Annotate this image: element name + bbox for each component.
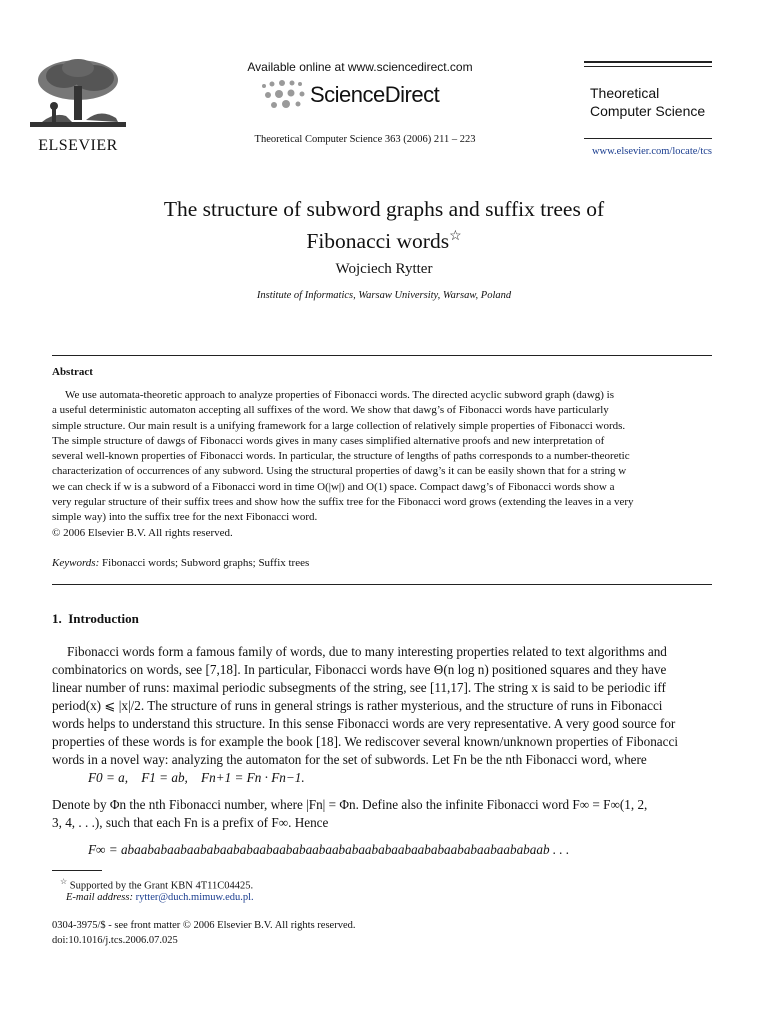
abstract-line: The simple structure of dawgs of Fibonacci words gives in many cases simplified alternative proofs and new interpretation of bbox=[52, 434, 605, 447]
author-affiliation: Institute of Informatics, Warsaw University, Warsaw, Poland bbox=[256, 290, 512, 301]
abstract-line: several well-known properties of Fibonacci words. In particular, the structure of lengths of paths corresponds to a number-theoretic bbox=[52, 450, 630, 463]
journal-bottom-rule bbox=[584, 138, 712, 139]
footnote-support-text: Supported by the Grant KBN 4T11C04425. bbox=[69, 880, 254, 892]
body-line: period(x) ⩽ |x|/2. The structure of runs in general strings is rather mysterious, and the structure of runs in Fibonacci bbox=[52, 698, 663, 713]
keywords-list: Fibonacci words; Subword graphs; Suffix trees bbox=[102, 557, 310, 569]
abstract-bottom-rule bbox=[52, 584, 712, 585]
footnote-rule bbox=[52, 870, 102, 871]
body-line: 3, 4, . . .), such that each Fn is a prefix of F∞. Hence bbox=[52, 815, 329, 830]
journal-name-line1: Theoretical bbox=[590, 85, 660, 101]
body-line: linear number of runs: maximal periodic subsegments of the string, see [11,17]. The string x is said to be periodic iff bbox=[52, 680, 666, 695]
abstract-body bbox=[52, 388, 712, 541]
journal-url-link[interactable]: www.elsevier.com/locate/tcs bbox=[591, 146, 712, 157]
available-online-text: Available online at www.sciencedirect.com bbox=[247, 60, 473, 74]
journal-name bbox=[590, 84, 705, 120]
section-heading: 1. Introduction bbox=[52, 611, 139, 626]
footnote-star: ☆ bbox=[60, 877, 68, 886]
body-line: Fibonacci words form a famous family of words, due to many interesting properties related to text algorithms and bbox=[67, 644, 667, 659]
article-title-line2: Fibonacci words bbox=[306, 229, 450, 254]
body-line: combinatorics on words, see [7,18]. In particular, Fibonacci words have Θ(n log n) positioned squares and they have bbox=[52, 662, 667, 677]
abstract-heading: Abstract bbox=[52, 366, 93, 378]
journal-citation: Theoretical Computer Science 363 (2006) 211 – 223 bbox=[254, 134, 476, 145]
abstract-copyright: © 2006 Elsevier B.V. All rights reserved. bbox=[52, 526, 233, 539]
footer-issn: 0304-3975/$ - see front matter © 2006 Elsevier B.V. All rights reserved. bbox=[52, 920, 356, 931]
abstract-line: We use automata-theoretic approach to analyze properties of Fibonacci words. The directed acyclic subword graph (dawg) is bbox=[65, 389, 615, 401]
elsevier-tree-icon bbox=[24, 56, 132, 130]
keywords bbox=[52, 556, 309, 571]
equation-infinite-word: F∞ = abaababaabaababaababaabaababaabaababaababaabaababaababaabaababaab . . . bbox=[88, 842, 570, 857]
footer-doi: doi:10.1016/j.tcs.2006.07.025 bbox=[52, 935, 178, 946]
email-label: E-mail address: bbox=[66, 892, 133, 903]
abstract-line: simple structure. Our main result is a unifying framework for a large collection of relatively simple properties of Fibonacci words. bbox=[52, 419, 626, 432]
section-body bbox=[52, 643, 717, 769]
abstract-line: very regular structure of their suffix trees and show how the suffix tree for the Fibonacci word grows (extending the leaves in a very bbox=[52, 496, 634, 509]
keywords-label: Keywords: bbox=[52, 557, 100, 569]
journal-top-rule-2 bbox=[584, 66, 712, 67]
body-line: words helps to understand this structure. In this sense Fibonacci words are very representative. A very good source for bbox=[52, 716, 676, 731]
body-line: Denote by Φn the nth Fibonacci number, where |Fn| = Φn. Define also the infinite Fibonacci word F∞ = F∞(1, 2, bbox=[52, 797, 648, 812]
abstract-line: simple way) into the suffix tree for the next Fibonacci word. bbox=[52, 511, 318, 524]
title-footnote-star[interactable]: ☆ bbox=[449, 229, 462, 244]
sciencedirect-dots-icon bbox=[258, 78, 310, 112]
journal-name-line2: Computer Science bbox=[590, 103, 706, 119]
body-line: properties of these words is for example the book [18]. We rediscover several known/unknown properties of Fibonacci bbox=[52, 734, 679, 749]
section-body-continued bbox=[52, 796, 717, 832]
sciencedirect-wordmark: ScienceDirect bbox=[310, 82, 440, 107]
article-title-line1: The structure of subword graphs and suffix trees of bbox=[163, 197, 605, 221]
abstract-line: a useful deterministic automaton accepting all suffixes of the word. We show that dawg’s of Fibonacci words have particularly bbox=[52, 404, 609, 417]
equation-fibonacci-definition: F0 = a, F1 = ab, Fn+1 = Fn · Fn−1. bbox=[88, 770, 305, 785]
journal-top-rule-1 bbox=[584, 61, 712, 63]
elsevier-wordmark: ELSEVIER bbox=[38, 137, 118, 154]
elsevier-logo bbox=[24, 56, 132, 154]
abstract-line: characterization of occurrences of any subword. Using the structural properties of dawg’s it can be easily shown that for a string w bbox=[52, 465, 627, 478]
abstract-top-rule bbox=[52, 355, 712, 356]
footnote-support bbox=[60, 877, 253, 892]
sciencedirect-logo bbox=[258, 78, 468, 114]
body-line: words in a novel way: analyzing the automaton for the set of subwords. Let Fn be the nth Fibonacci word, where bbox=[52, 752, 647, 767]
email-link[interactable]: rytter@duch.mimuw.edu.pl. bbox=[135, 892, 254, 903]
article-title bbox=[60, 196, 708, 255]
abstract-line: we can check if w is a subword of a Fibonacci word in time O(|w|) and O(1) space. Compact dawg’s of Fibonacci words show a bbox=[52, 480, 615, 493]
footnote-email bbox=[66, 892, 254, 903]
author-name: Wojciech Rytter bbox=[335, 261, 433, 277]
